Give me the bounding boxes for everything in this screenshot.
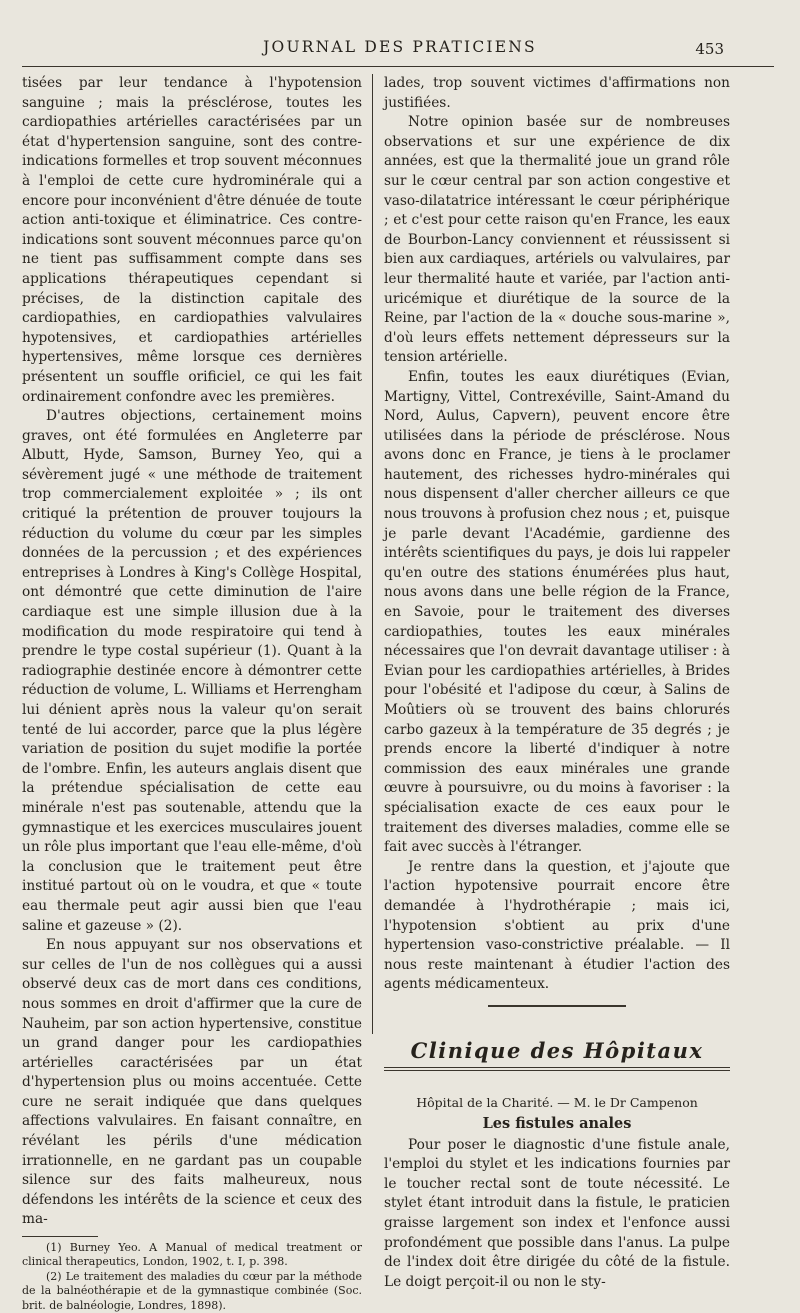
left-paragraph-1: tisées par leur tendance à l'hypotension sanguine ; mais la présclérose, toutes les cardiopathies artérielles caractérisées par un état d'hypertension sanguine, sont des contre-indications formelles et trop souvent méconnues à l'emploi de cette cure hydrominérale qui a encore pour inconvénient d'être dénuée de toute action anti-toxique et éliminatrice. Ces contre-indications sont souvent méconnues parce qu'on ne tient pas suffisamment compte dans ses applications thérapeutiques cependant si précises, de la distinction capitale des cardiopathies, en cardiopathies valvulaires hypotensives, et cardiopathies artérielles hypertensives, même lorsque ces dernières présentent un souffle orificiel, ce qui les fait ordinairement confondre avec les premières. [22,75,362,405]
left-column [22,74,362,1313]
section-double-rule [384,1067,730,1071]
right-column [384,74,730,1292]
running-title: JOURNAL DES PRATICIENS [263,38,537,56]
clinic-line: Hôpital de la Charité. — M. le Dr Campenon [416,1094,698,1110]
section-title: Clinique des Hôpitaux [410,1037,704,1063]
page-number: 453 [695,40,724,58]
left-paragraph-2: D'autres objections, certainement moins graves, ont été formulées en Angleterre par Albutt, Hyde, Samson, Burney Yeo, qui a sévèrement jugé « une méthode de traitement trop commercialement exploitée » ; ils ont critiqué la prétention de prouver toujours la réduction du volume du cœur par les simples données de la percussion ; et des expériences entreprises à Londres à King's Collège Hospital, ont démontré que cette diminution de l'aire cardiaque est une simple illusion due à la modification du mode respiratoire qui tend à prendre le type costal supérieur (1). Quant à la radiographie destinée encore à démontrer cette réduction de volume, L. Williams et Herrengham lui dénient après nous la valeur qu'on serait tenté de lui accorder, parce que la plus légère variation de position du sujet modifie la portée de l'ombre. Enfin, les auteurs anglais disent que la prétendue spécialisation de cette eau minérale n'est pas soutenable, attendu que la gymnastique et les exercices musculaires jouent un rôle plus important que l'eau elle-même, d'où la conclusion que le traitement peut être institué partout où on le voudra, et que « toute eau thermale peut agir aussi bien que l'eau saline et gazeuse » (2). [22,408,362,934]
left-paragraph-3: En nous appuyant sur nos observations et sur celles de l'un de nos collègues qui a aussi observé deux cas de mort dans ces conditions, nous sommes en droit d'affirmer que la cure de Nauheim, par son action hypertensive, constitue un grand danger pour les cardiopathies artérielles caractérisées par un état d'hypertension plus ou moins accentuée. Cette cure ne serait indiquée que dans quelques affections valvulaires. En faisant connaître, en révélant les périls d'une médication irrationnelle, en ne gardant pas un coupable silence sur des faits malheureux, nous défendons les intérêts de la science et ceux des ma- [22,937,362,1228]
right-paragraph-3: Enfin, toutes les eaux diurétiques (Evian, Martigny, Vittel, Contrexéville, Saint-Amand du Nord, Aulus, Capvern), peuvent encore être utilisées dans la période de présclérose. Nous avons donc en France, je tiens à le proclamer hautement, des richesses hydro-minérales qui nous dispensent d'aller chercher ailleurs ce que nous trouvons à profusion chez nous ; et, puisque je parle devant l'Académie, gardienne des intérêts scientifiques du pays, je dois lui rappeler qu'en outre des stations énumérées plus haut, nous avons dans une belle région de la France, en Savoie, pour le traitement des diverses cardiopathies, toutes les eaux minérales nécessaires que l'on devrait davantage utiliser : à Evian pour les cardiopathies artérielles, à Brides pour l'obésité et l'adipose du cœur, à Salins de Moûtiers où se trouvent des bains chlorurés carbo gazeux à la température de 35 degrés ; je prends encore la liberté d'indiquer à notre commission des eaux minérales une grande œuvre à poursuivre, ou du moins à favoriser : la spécialisation exacte de ces eaux pour le traitement des diverses maladies, comme elle se fait avec succès à l'étranger. [384,368,730,856]
right-paragraph-2: Notre opinion basée sur de nombreuses observations et sur une expérience de dix années, est que la thermalité joue un grand rôle sur le cœur central par son action congestive et vaso-dilatatrice intéressant le cœur périphérique ; et c'est pour cette raison qu'en France, les eaux de Bourbon-Lancy conviennent et réussissent si bien aux cardiaques, artériels ou valvulaires, par leur thermalité haute et variée, par l'action anti-uricémique et diurétique de la source de la Reine, par l'action de la « douche sous-marine », d'où leurs effets nettement dépresseurs sur la tension artérielle. [384,114,730,366]
article-title: Les fistules anales [482,1115,632,1133]
header-rule [22,66,774,67]
footnote-2: (2) Le traitement des maladies du cœur par la méthode de la balnéothérapie et de la gymnastique combinée (Soc. brit. de balnéologie, Londres, 1898). [22,1269,362,1312]
section-separator-rule [488,1005,626,1007]
right-paragraph-5: Pour poser le diagnostic d'une fistule anale, l'emploi du stylet et les indications fournies par le toucher rectal sont de toute nécessité. Le stylet étant introduit dans la fistule, le praticien graisse largement son index et l'enfonce aussi profondément que possible dans l'anus. La pulpe de l'index doit être dirigée du côté de la fistule. Le doigt perçoit-il ou non le sty- [384,1136,730,1290]
column-divider [372,74,373,1034]
footnote-1: (1) Burney Yeo. A Manual of medical treatment or clinical therapeutics, London, 1902, t. I, p. 398. [22,1241,362,1269]
running-head [0,38,800,64]
footnote-rule [22,1236,98,1237]
right-paragraph-1: lades, trop souvent victimes d'affirmations non justifiées. [384,75,730,111]
right-paragraph-4: Je rentre dans la question, et j'ajoute que l'action hypotensive pourrait encore être demandée à l'hydrothérapie ; mais ici, l'hypotension s'obtient au prix d'une hypertension vaso-constrictive préalable. — Il nous reste maintenant à étudier l'action des agents médicamenteux. [384,858,730,993]
footnotes [22,1241,362,1313]
